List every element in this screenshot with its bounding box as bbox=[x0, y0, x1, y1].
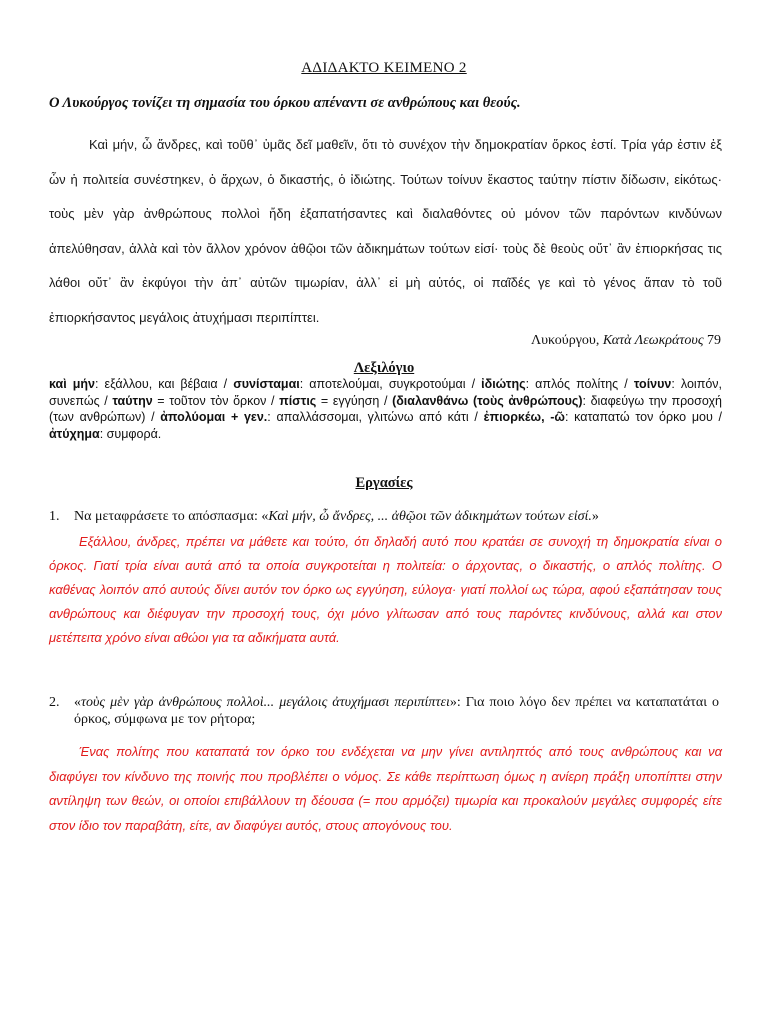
question-prefix: Να μεταφράσετε το απόσπασμα: « bbox=[74, 509, 269, 524]
question-suffix: » bbox=[591, 509, 599, 524]
lexicon-definition: : απλός πολίτης bbox=[525, 377, 619, 391]
source-section: 79 bbox=[707, 333, 721, 348]
question-quote: τοὺς μὲν γὰρ ἀνθρώπους πολλοὶ... μεγάλοις ἀτυχήμασι περιπίπτει bbox=[81, 695, 450, 710]
document-title: ΑΔΙΔΑΚΤΟ ΚΕΙΜΕΝΟ 2 bbox=[301, 60, 467, 76]
question-1 bbox=[49, 509, 722, 525]
question-quote: Καὶ μήν, ὦ ἄνδρες, ... ἀθῷοι τῶν ἀδικημάτων τούτων εἰσί. bbox=[268, 509, 592, 524]
lexicon-definition: : απαλλάσσομαι, γλιτώνω από κάτι bbox=[267, 410, 469, 424]
greek-passage: Καὶ μήν, ὦ ἄνδρες, καὶ τοῦθ᾽ ὑμᾶς δεῖ μαθεῖν, ὅτι τὸ συνέχον τὴν δημοκρατίαν ὅρκος ἐστί. Τρία γάρ ἐστιν ἐξ ὧν ἡ πολιτεία συνέστηκεν, ὁ ἄρχων, ὁ δικαστής, ὁ ἰδιώτης. Τούτων τοίνυν ἕκαστος ταύτην πίστιν δίδωσιν, εἰκότως· τοὺς μὲν γὰρ ἀνθρώπους πολλοὶ ἤδη ἐξαπατήσαντες καὶ διαλαθόντες οὐ μόνον τῶν παρόντων κινδύνων ἀπελύθησαν, ἀλλὰ καὶ τὸν ἄλλον χρόνον ἀθῷοι τῶν ἀδικημάτων τούτων εἰσί· τοὺς δὲ θεοὺς οὔτ᾽ ἂν ἐπιορκήσας τις λάθοι οὔτ᾽ ἂν ἐκφύγοι τὴν ἀπ᾽ αὐτῶν τιμωρίαν, ἀλλ᾽ εἰ μὴ αὐτός, οἱ παῖδές γε καὶ τὸ γένος ἅπαν τὸ τοῦ ἐπιορκήσαντος μεγάλοις ἀτυχήμασι περιπίπτει. bbox=[49, 137, 722, 325]
source-citation bbox=[531, 333, 721, 349]
lexicon-definition: : διαφεύγω την προσοχή (των ανθρώπων) bbox=[49, 393, 722, 424]
lexicon-term: ἀτύχημα bbox=[49, 426, 100, 441]
lexicon-definition: = εγγύηση bbox=[316, 393, 380, 408]
lexicon-definition: : εξάλλου, και βέβαια bbox=[95, 377, 218, 391]
answer-2: Ένας πολίτης που καταπατά τον όρκο του ενδέχεται να μην γίνει αντιληπτός από τους ανθρώπους και να διαφύγει τον κίνδυνο της ποινής που προβλέπει ο νόμος. Σε κάθε περίπτωση όμως η ανίερη πράξη υποπίπτει στην αντίληψη των θεών, οι οποίοι επιβάλλουν τη δέουσα (= που αρμόζει) τιμωρία και προκαλούν μεγάλες συμφορές είτε στον ίδιο τον παραβάτη, είτε, αν διαφύγει αυτός, στους απογόνους του. bbox=[49, 744, 722, 833]
lexicon-term: ἀπολύομαι + γεν. bbox=[160, 410, 268, 424]
answer-1: Εξάλλου, άνδρες, πρέπει να μάθετε και τούτο, ότι δηλαδή αυτό που κρατάει σε συνοχή τη δημοκρατία είναι ο όρκος. Γιατί τρία είναι αυτά από τα οποία συγκροτείται η πολιτεία: ο άρχοντας, ο δικαστής, ο απλός πολίτης. Ο καθένας λοιπόν από αυτούς δίνει αυτόν τον όρκο ως εγγύηση, εύλογα· γιατί πολλοί ως τώρα, αφού εξαπάτησαν τους ανθρώπους και διέφυγαν την προσοχή τους, όχι μόνο γλίτωσαν από τους παρόντες κινδύνους, αλλά και στον μετέπειτα χρόνο είναι αθώοι για τα αδικήματα αυτά. bbox=[49, 534, 722, 645]
question-text bbox=[74, 694, 719, 728]
lexicon-term: συνίσταμαι bbox=[233, 377, 300, 391]
question-number: 2. bbox=[49, 695, 60, 710]
lexicon-term: καὶ μήν bbox=[49, 377, 96, 391]
lexicon-term: ἐπιορκέω, -ῶ bbox=[483, 410, 565, 424]
lexicon-definition: : συμφορά. bbox=[99, 426, 162, 441]
lexicon-body: καὶ μήν: εξάλλου, και βέβαια / συνίσταμαι: αποτελούμαι, συγκροτούμαι / ἰδιώτης: απλός πολίτης / τοίνυν: λοιπόν, συνεπώς / ταύτην = τοῦτον τὸν ὅρκον / πίστις = εγγύηση / (διαλανθάνω (τοὺς ἀνθρώπους): διαφεύγω την προσοχή (των ανθρώπων) / ἀπολύομαι + γεν.: απαλλάσσομαι, γλιτώνω από κάτι / ἐπιορκέω, -ῶ: καταπατώ τον όρκο μου / ἀτύχημα: συμφορά. bbox=[49, 377, 722, 441]
lexicon-definition: : αποτελούμαι, συγκροτούμαι bbox=[299, 377, 466, 391]
source-author: Λυκούργου, bbox=[530, 333, 600, 348]
question-prefix: « bbox=[74, 695, 81, 710]
question-suffix: »: Για ποιο λόγο δεν πρέπει να καταπατάται ο όρκος, σύμφωνα με τον ρήτορα; bbox=[74, 695, 719, 727]
document-subtitle: Ο Λυκούργος τονίζει τη σημασία του όρκου απέναντι σε ανθρώπους και θεούς. bbox=[49, 95, 521, 111]
source-work: Κατὰ Λεωκράτους bbox=[602, 333, 704, 348]
lexicon-term: πίστις bbox=[279, 393, 317, 408]
lexicon-definition: : λοιπόν, συνεπώς bbox=[49, 377, 722, 408]
lexicon-term: ἰδιώτης bbox=[481, 377, 526, 391]
lexicon-definition: : καταπατώ τον όρκο μου bbox=[564, 410, 713, 424]
lexicon-heading: Λεξιλόγιο bbox=[353, 360, 415, 376]
lexicon-definition: = τοῦτον τὸν ὅρκον bbox=[152, 393, 267, 408]
question-2 bbox=[49, 694, 722, 728]
tasks-heading: Εργασίες bbox=[355, 475, 413, 491]
lexicon-term: ταύτην bbox=[112, 393, 153, 408]
lexicon-term: τοίνυν bbox=[633, 377, 672, 391]
lexicon-term: (διαλανθάνω (τοὺς ἀνθρώπους) bbox=[392, 393, 583, 408]
question-number: 1. bbox=[49, 509, 60, 524]
